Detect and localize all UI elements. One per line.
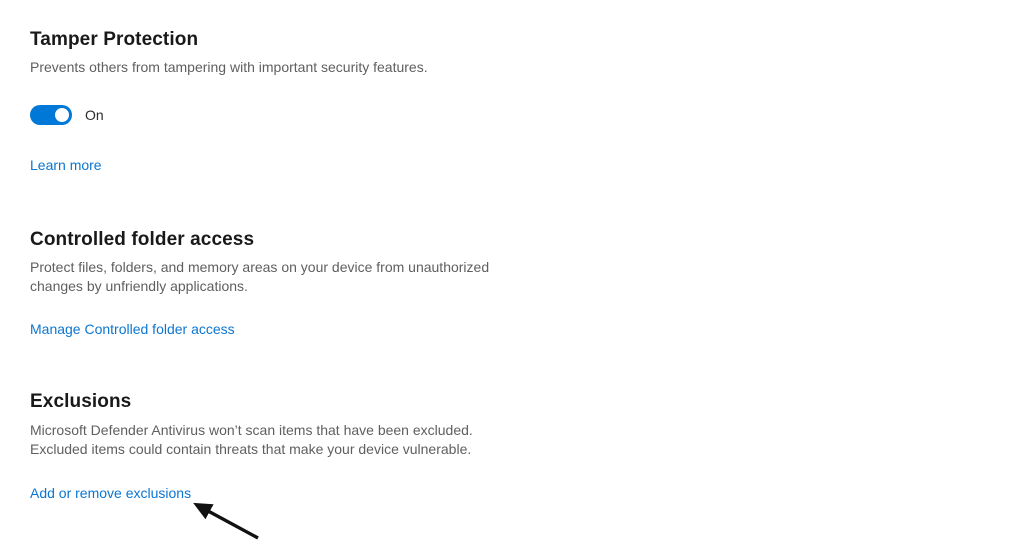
exclusions-title: Exclusions — [30, 391, 132, 412]
tamper-protection-toggle-row — [30, 105, 104, 125]
controlled-folder-access-title: Controlled folder access — [30, 229, 255, 250]
tamper-protection-description — [30, 58, 428, 77]
toggle-state-label: On — [85, 107, 104, 123]
learn-more-link[interactable]: Learn more — [30, 157, 102, 173]
description-line: Excluded items could contain threats that make your device vulnerable. — [30, 441, 472, 457]
description-line: Prevents others from tampering with important security features. — [30, 59, 428, 75]
exclusions-description — [30, 421, 473, 459]
annotation-arrow-icon — [180, 494, 272, 546]
toggle-knob — [55, 108, 69, 122]
controlled-folder-access-description — [30, 258, 489, 296]
add-or-remove-exclusions-link[interactable]: Add or remove exclusions — [30, 485, 192, 501]
description-line: Protect files, folders, and memory areas on your device from unauthorized — [30, 259, 490, 275]
manage-controlled-folder-access-link[interactable]: Manage Controlled folder access — [30, 321, 235, 337]
description-line: changes by unfriendly applications. — [30, 278, 248, 294]
tamper-protection-toggle[interactable] — [30, 105, 72, 125]
tamper-protection-title: Tamper Protection — [30, 29, 199, 50]
description-line: Microsoft Defender Antivirus won’t scan items that have been excluded. — [30, 422, 473, 438]
